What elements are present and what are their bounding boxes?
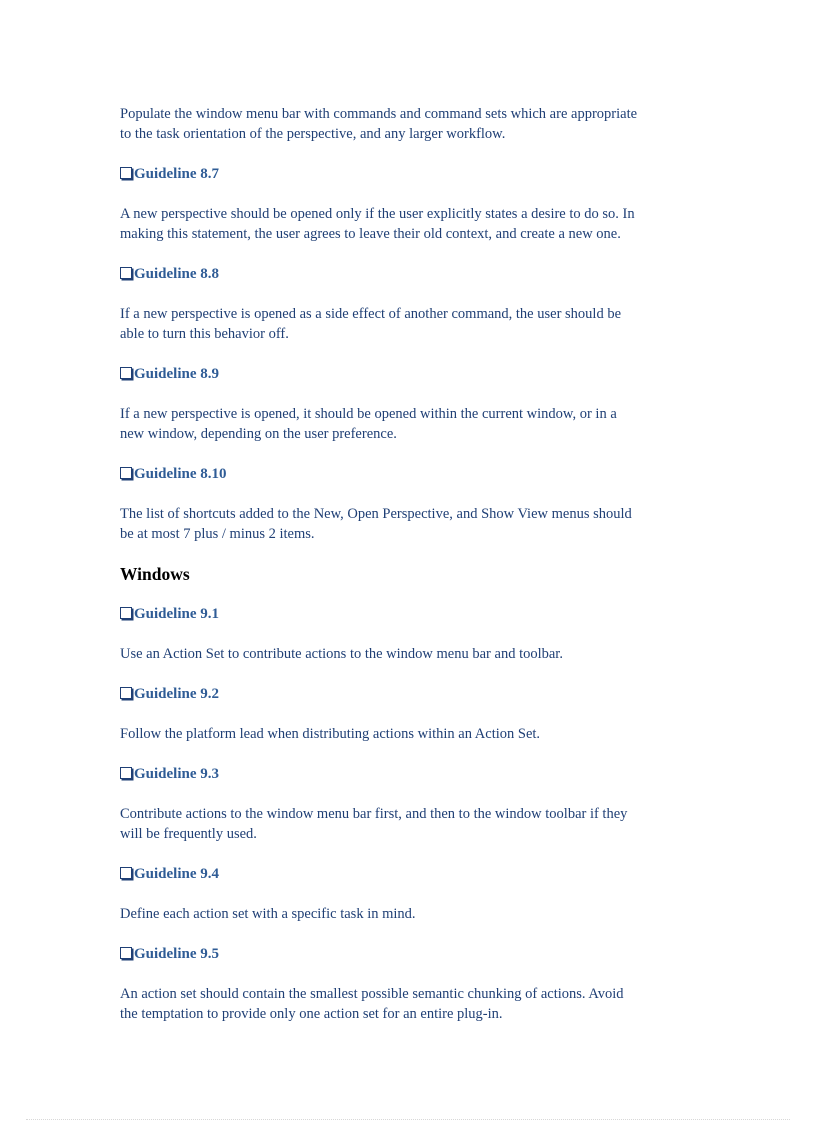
paragraph [120, 404, 692, 444]
guideline-heading [120, 684, 692, 704]
spacer [120, 344, 692, 364]
guideline-heading [120, 764, 692, 784]
paragraph [120, 504, 692, 544]
paragraph-line: will be frequently used. [120, 826, 257, 842]
spacer [120, 844, 692, 864]
paragraph [120, 304, 692, 344]
spacer [120, 964, 692, 984]
spacer [120, 544, 692, 564]
paragraph-line: Define each action set with a specific task in mind. [120, 906, 416, 922]
spacer [120, 704, 692, 724]
spacer [120, 244, 692, 264]
paragraph [120, 804, 692, 844]
checkbox-icon [120, 267, 132, 279]
checkbox-icon [120, 767, 132, 779]
guideline-label: Guideline 9.4 [134, 865, 220, 882]
document-body [120, 104, 692, 1044]
guideline-label: Guideline 9.3 [134, 765, 220, 782]
paragraph-line: An action set should contain the smallest possible semantic chunking of actions. Avoid [120, 986, 624, 1002]
guideline-label: Guideline 8.8 [134, 265, 220, 282]
paragraph [120, 204, 692, 244]
checkbox-icon [120, 467, 132, 479]
spacer [120, 444, 692, 464]
paragraph-line: the temptation to provide only one action set for an entire plug-in. [120, 1006, 503, 1022]
spacer [120, 924, 692, 944]
guideline-heading [120, 464, 692, 484]
section-heading: Windows [120, 564, 190, 584]
paragraph-line: new window, depending on the user preference. [120, 426, 397, 442]
guideline-heading [120, 604, 692, 624]
guideline-heading [120, 864, 692, 884]
spacer [120, 184, 692, 204]
guideline-heading [120, 164, 692, 184]
spacer [120, 384, 692, 404]
spacer [120, 624, 692, 644]
paragraph-line: If a new perspective is opened as a side effect of another command, the user should be [120, 306, 622, 322]
guideline-heading [120, 944, 692, 964]
paragraph-line: The list of shortcuts added to the New, Open Perspective, and Show View menus should [120, 506, 632, 522]
paragraph-line: Use an Action Set to contribute actions to the window menu bar and toolbar. [120, 646, 563, 662]
paragraph-line: Populate the window menu bar with commands and command sets which are appropriate [120, 106, 638, 122]
paragraph [120, 984, 692, 1024]
paragraph-line: to the task orientation of the perspective, and any larger workflow. [120, 126, 506, 142]
paragraph [120, 644, 692, 664]
guideline-label: Guideline 9.2 [134, 685, 220, 702]
guideline-heading [120, 264, 692, 284]
spacer [120, 1024, 692, 1044]
checkbox-icon [120, 947, 132, 959]
spacer [120, 884, 692, 904]
guideline-label: Guideline 8.7 [134, 165, 220, 182]
paragraph-line: Follow the platform lead when distributing actions within an Action Set. [120, 726, 541, 742]
spacer [120, 744, 692, 764]
spacer [120, 584, 692, 604]
guideline-label: Guideline 8.10 [134, 465, 227, 482]
paragraph [120, 904, 692, 924]
spacer [120, 664, 692, 684]
paragraph-line: Contribute actions to the window menu bar first, and then to the window toolbar if they [120, 806, 628, 822]
paragraph-line: be at most 7 plus / minus 2 items. [120, 526, 315, 542]
guideline-label: Guideline 8.9 [134, 365, 220, 382]
guideline-heading [120, 364, 692, 384]
spacer [120, 284, 692, 304]
paragraph-line: making this statement, the user agrees to leave their old context, and create a new one. [120, 226, 621, 242]
paragraph [120, 724, 692, 744]
paragraph [120, 104, 692, 144]
paragraph-line: If a new perspective is opened, it should be opened within the current window, or in a [120, 406, 617, 422]
checkbox-icon [120, 867, 132, 879]
checkbox-icon [120, 687, 132, 699]
spacer [120, 784, 692, 804]
spacer [120, 144, 692, 164]
checkbox-icon [120, 367, 132, 379]
paragraph-line: A new perspective should be opened only if the user explicitly states a desire to do so. In [120, 206, 635, 222]
guideline-label: Guideline 9.5 [134, 945, 220, 962]
checkbox-icon [120, 607, 132, 619]
spacer [120, 484, 692, 504]
page-footer-rule [26, 1119, 790, 1120]
guideline-label: Guideline 9.1 [134, 605, 220, 622]
checkbox-icon [120, 167, 132, 179]
paragraph-line: able to turn this behavior off. [120, 326, 289, 342]
